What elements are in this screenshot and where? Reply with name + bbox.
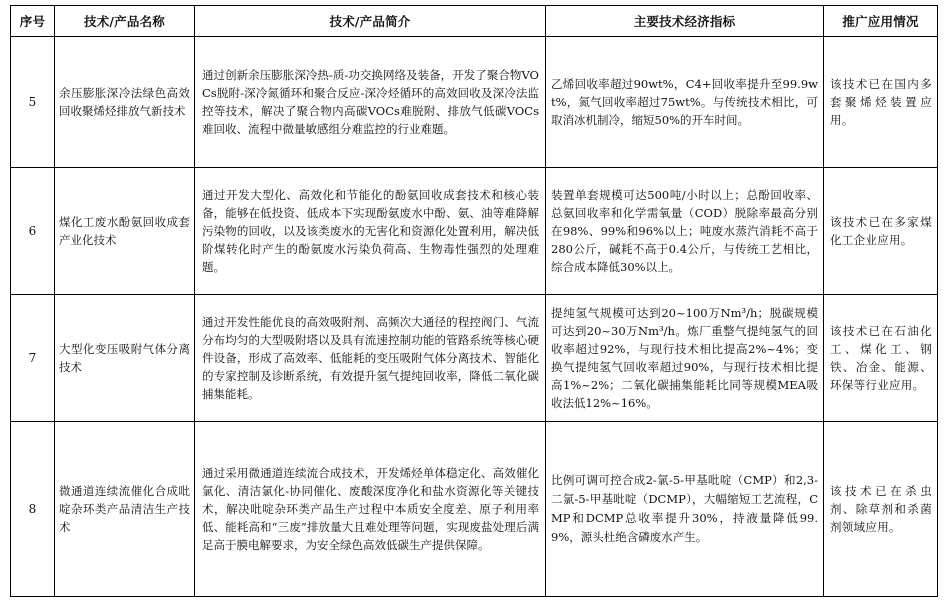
row-description: 通过开发大型化、高效化和节能化的酚氨回收成套技术和核心装备，能够在低投资、低成本下实现酚氨废水中酚、氨、油等难降解污染物的回收，以及该类废水的无害化和资源化处置利用，解决低阶煤转化时产生的酚氨废水污染负荷高、生物毒性强烈的处理难题。	[202, 188, 539, 274]
header-name: 技术/产品名称	[55, 6, 195, 37]
row-name-cell	[55, 168, 195, 295]
row-description-cell	[195, 168, 546, 295]
row-description-cell	[195, 422, 546, 597]
table-row	[11, 422, 938, 597]
row-indicators: 提纯氢气规模可达到20~100万Nm³/h；脱碳规模可达到20~30万Nm³/h。炼厂重整气提纯氢气的回收率超过92%，与现行技术相比提高2%~4%；变换气提纯氢气回收率超过90%，与现行技术相比提高1%~2%；二氧化碳捕集能耗比同等规模MEA吸收法低12%~16%。	[551, 306, 818, 410]
table-row	[11, 168, 938, 295]
row-application: 该技术已在国内多套聚烯烃装置应用。	[830, 77, 932, 127]
row-indicators-cell	[546, 37, 824, 168]
row-indicators-cell	[546, 422, 824, 597]
row-application-cell	[824, 295, 938, 422]
row-name-cell	[55, 422, 195, 597]
row-no: 7	[11, 295, 55, 422]
row-no: 8	[11, 422, 55, 597]
row-indicators: 乙烯回收率超过90wt%，C4+回收率提升至99.9wt%，氮气回收率超过75wt%。与传统技术相比，可取消冰机制冷，缩短50%的开车时间。	[551, 77, 818, 127]
row-description-cell	[195, 295, 546, 422]
row-description: 通过开发性能优良的高效吸附剂、高频次大通径的程控阀门、气流分布均匀的大型吸附塔以及具有流速控制功能的管路系统等核心硬件设备，形成了高效率、低能耗的变压吸附气体分离技术、智能化的专家控制及诊断系统，有效提升氢气提纯回收率，降低二氧化碳捕集能耗。	[202, 315, 539, 401]
technology-table	[10, 5, 938, 597]
row-no: 6	[11, 168, 55, 295]
row-description: 通过采用微通道连续流合成技术，开发烯烃单体稳定化、高效催化氯化、清洁氯化-协同催化、废酸深度净化和盐水资源化等关键技术，解决吡啶杂环类产品生产过程中本质安全度差、原子利用率低、能耗高和“三废”排放量大且难处理等问题，实现废盐处理后满足高于膜电解要求，为安全绿色高效低碳生产提供保障。	[202, 466, 539, 552]
row-indicators-cell	[546, 295, 824, 422]
header-description: 技术/产品简介	[195, 6, 546, 37]
row-name-cell	[55, 295, 195, 422]
row-application: 该技术已在杀虫剂、除草剂和杀菌剂领域应用。	[830, 484, 932, 534]
row-no: 5	[11, 37, 55, 168]
row-application-cell	[824, 422, 938, 597]
header-application: 推广应用情况	[824, 6, 938, 37]
row-name: 煤化工废水酚氨回收成套产业化技术	[59, 215, 190, 247]
row-indicators: 比例可调可控合成2-氯-5-甲基吡啶（CMP）和2,3-二氯-5-甲基吡啶（DCMP），大幅缩短工艺流程，CMP和DCMP总收率提升30%，持液量降低99.9%，源头杜绝含磷废水产生。	[551, 473, 818, 544]
row-application-cell	[824, 168, 938, 295]
row-indicators-cell	[546, 168, 824, 295]
row-indicators: 装置单套规模可达500吨/小时以上；总酚回收率、总氨回收率和化学需氧量（COD）脱除率最高分别在98%、99%和96%以上；吨废水蒸汽消耗不高于280公斤，碱耗不高于0.4公斤，与传统工艺相比，综合成本降低30%以上。	[551, 188, 818, 274]
row-description: 通过创新余压膨胀深冷热-质-功交换网络及装备，开发了聚合物VOCs脱附-深冷氮循环和聚合反应-深冷烃循环的高效回收及深冷法监控等技术，解决了聚合物内高碳VOCs难脱附、排放气低碳VOCs难回收、流程中微量敏感组分难监控的行业难题。	[202, 68, 539, 136]
table-row	[11, 295, 938, 422]
table-row	[11, 37, 938, 168]
row-description-cell	[195, 37, 546, 168]
row-application: 该技术已在石油化工、煤化工、钢铁、冶金、能源、环保等行业应用。	[830, 324, 932, 392]
row-name: 大型化变压吸附气体分离技术	[59, 342, 190, 374]
row-application: 该技术已在多家煤化工企业应用。	[830, 215, 932, 247]
row-name-cell	[55, 37, 195, 168]
row-name: 余压膨胀深冷法绿色高效回收聚烯烃排放气新技术	[59, 86, 190, 118]
table-header-row	[11, 6, 938, 37]
row-application-cell	[824, 37, 938, 168]
header-no: 序号	[11, 6, 55, 37]
row-name: 微通道连续流催化合成吡啶杂环类产品清洁生产技术	[59, 484, 190, 534]
header-indicators: 主要技术经济指标	[546, 6, 824, 37]
